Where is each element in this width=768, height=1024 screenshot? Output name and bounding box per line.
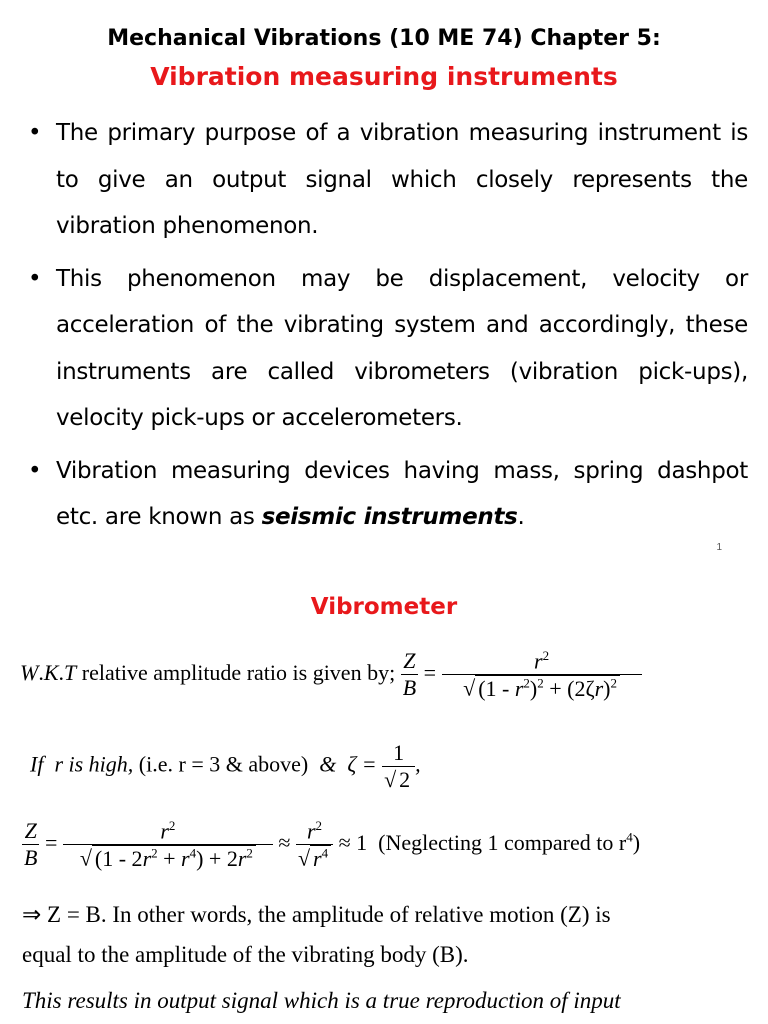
bullet-text: This phenomenon may be displacement, velocity or acceleration of the vibrating system and accordingly, these instruments are called vibrometers (vibration pick-ups), velocity pick-ups or accelerometers. bbox=[56, 265, 748, 431]
bullet-item bbox=[28, 448, 748, 541]
equation-amplitude-ratio: W.K.T relative amplitude ratio is given by; $\frac{Z}{B}$ = $\frac{r^2}{√ (1 - r^2)^2 + (2\zeta r)^2}$ bbox=[20, 648, 642, 702]
equation-condition: If r is high, (i.e. r = 3 & above) & ζ = $\frac{1}{√ 2}$ , bbox=[30, 740, 421, 792]
slide-subtitle: Vibration measuring instruments bbox=[150, 62, 618, 91]
slide-title: Mechanical Vibrations (10 ME 74) Chapter 5: bbox=[107, 26, 661, 51]
bullet-dot-icon: • bbox=[28, 457, 42, 484]
bullet-dot-icon: • bbox=[28, 120, 42, 146]
neglect-note: (Neglecting 1 compared to r bbox=[378, 829, 627, 855]
equation-approximation: $\frac{Z}{B}$ = $\frac{r^2}{√ (1 - 2r^2 + r^4) + 2r^2}$ ≈ $\frac{r^2}{√ r^4}$ ≈ 1 (Neglecting 1 compared to $r^4$) bbox=[24, 818, 641, 871]
section-title: Vibrometer bbox=[310, 594, 458, 620]
italic-statement: This results in output signal which is a true reproduction of input bbox=[22, 988, 621, 1013]
bullet-text: The primary purpose of a vibration measuring instrument is to give an output signal which closely represents the vibration phenomenon. bbox=[56, 120, 748, 239]
condition-text: (i.e. r = 3 & above) bbox=[138, 751, 309, 777]
bullet-dot-icon: • bbox=[28, 265, 42, 292]
bullet-emphasis: seismic instruments bbox=[261, 504, 518, 530]
conclusion-line-2: equal to the amplitude of the vibrating body (B). bbox=[22, 942, 469, 967]
bullet-list bbox=[28, 110, 748, 547]
bullet-text: Vibration measuring devices having mass, spring dashpot etc. are known as bbox=[56, 457, 748, 530]
bullet-text-end: . bbox=[517, 504, 525, 530]
bullet-item bbox=[28, 110, 748, 250]
bullet-item bbox=[28, 256, 748, 442]
conclusion-line-1: ⇒ Z = B. In other words, the amplitude of relative motion (Z) is bbox=[22, 902, 611, 927]
page-number: 1 bbox=[716, 542, 722, 553]
equation-label: relative amplitude ratio is given by; bbox=[81, 659, 396, 685]
